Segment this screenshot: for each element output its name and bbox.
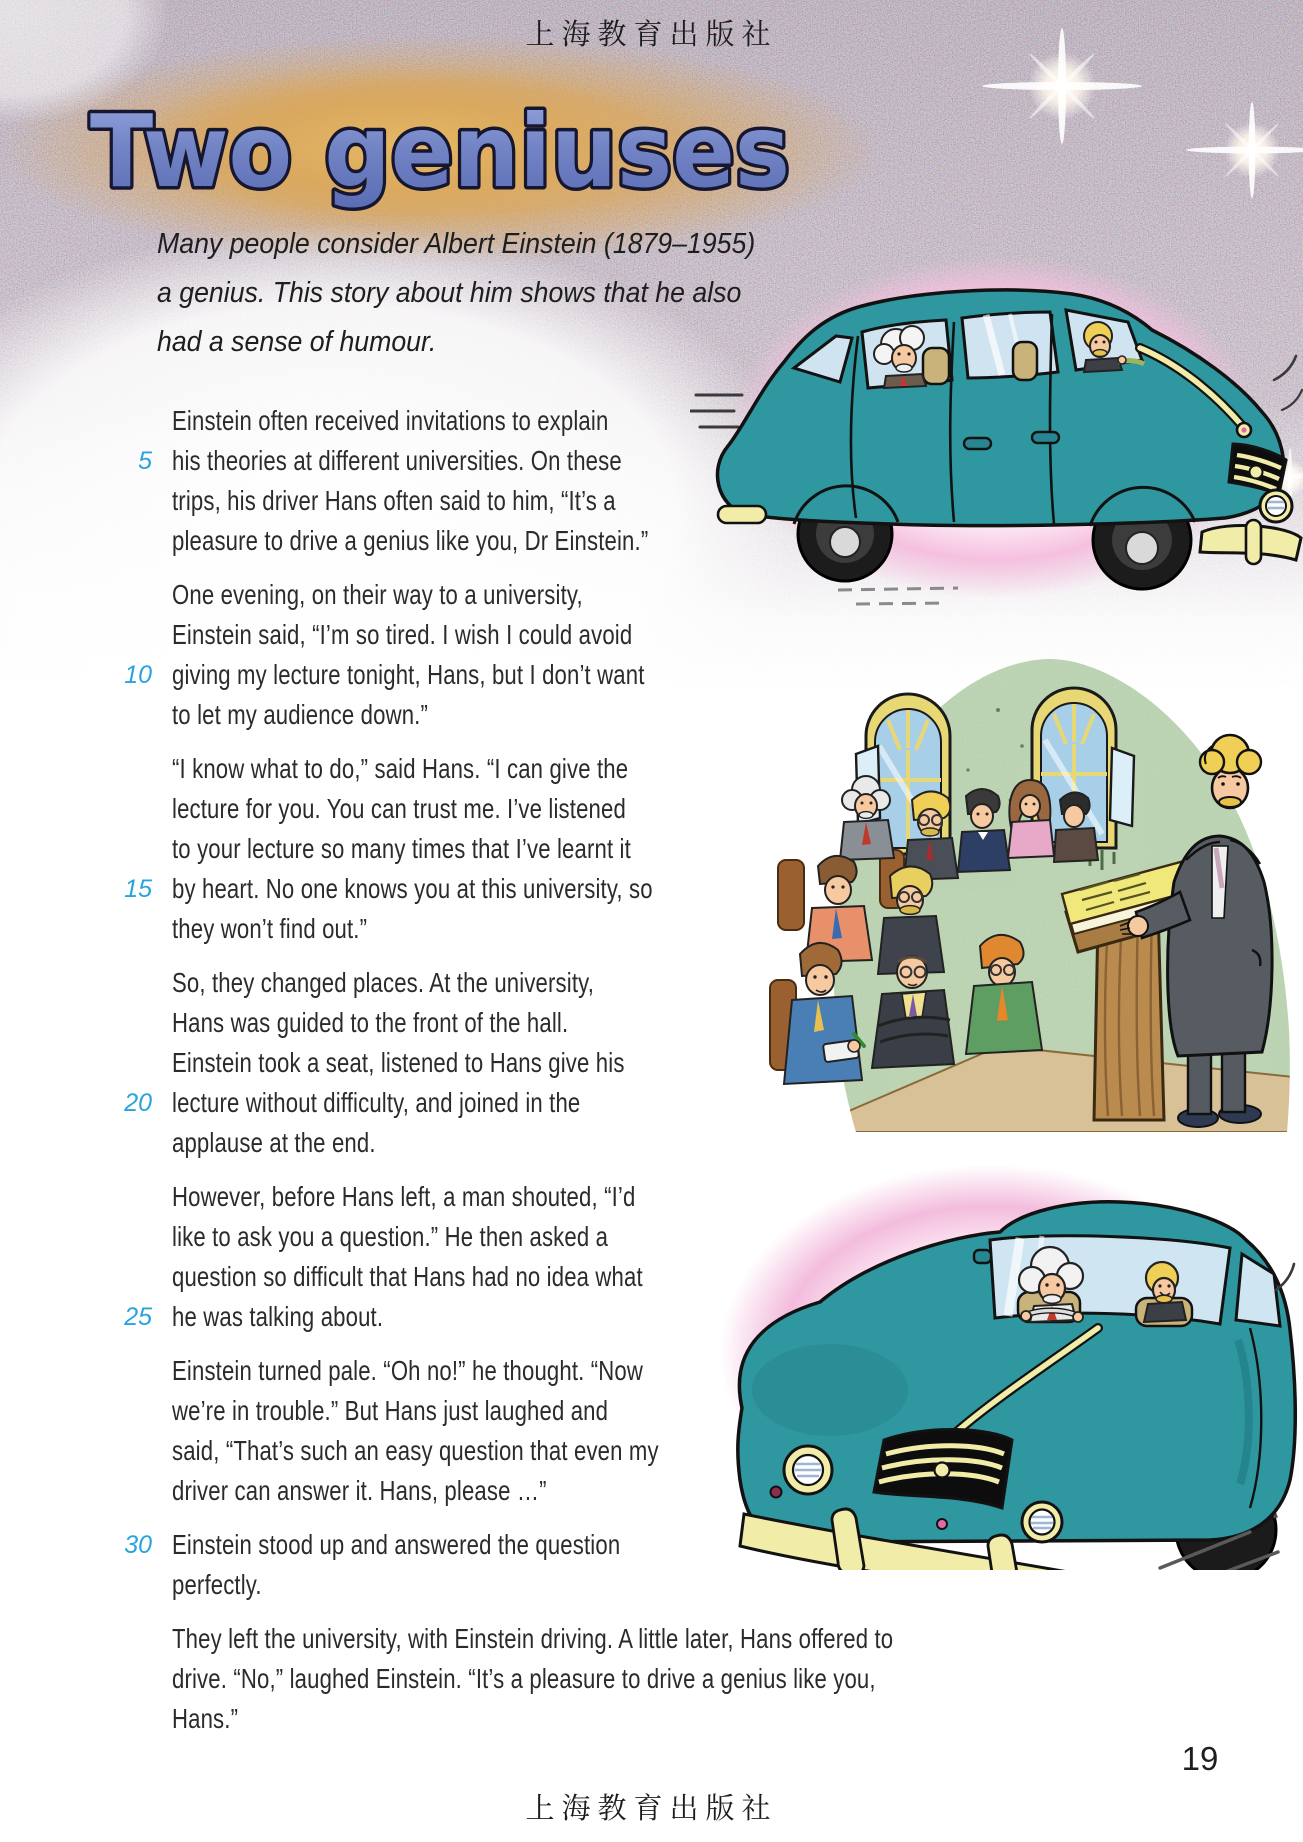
- story-line: [0, 1620, 1303, 1660]
- story-line-text: drive. “No,” laughed Einstein. “It’s a pleasure to drive a genius like you,: [172, 1663, 876, 1694]
- story-line: [0, 402, 1303, 442]
- story-line: [0, 910, 1303, 950]
- story-paragraph: [0, 964, 1303, 1164]
- story-paragraph: [0, 750, 1303, 950]
- page-number: 19: [1181, 1740, 1219, 1777]
- line-number: 5: [138, 447, 152, 475]
- story-line-text: driver can answer it. Hans, please …”: [172, 1475, 547, 1506]
- story-line-text: giving my lecture tonight, Hans, but I don’t want: [172, 659, 645, 690]
- intro-line: had a sense of humour.: [157, 326, 437, 358]
- story-line-text: trips, his driver Hans often said to him, “It’s a: [172, 485, 616, 516]
- story-line-text: pleasure to drive a genius like you, Dr Einstein.”: [172, 525, 649, 556]
- story-line-text: Einstein turned pale. “Oh no!” he thought. “Now: [172, 1355, 643, 1386]
- story-line-text: question so difficult that Hans had no idea what: [172, 1261, 643, 1292]
- story-line: [0, 1084, 1303, 1124]
- story-line: [0, 870, 1303, 910]
- story-line: [0, 964, 1303, 1004]
- story-line-text: However, before Hans left, a man shouted, “I’d: [172, 1181, 636, 1212]
- story-line-text: to your lecture so many times that I’ve learnt it: [172, 833, 631, 864]
- story-line: [0, 750, 1303, 790]
- story-line: [0, 1124, 1303, 1164]
- story-line-text: lecture for you. You can trust me. I’ve listened: [172, 793, 626, 824]
- story-line: [0, 1352, 1303, 1392]
- story-line: [0, 1218, 1303, 1258]
- story-line: [0, 1700, 1303, 1740]
- line-number: 15: [124, 875, 152, 903]
- seat: [1013, 342, 1037, 380]
- story-line-text: Einstein stood up and answered the question: [172, 1529, 621, 1560]
- story-paragraph: [0, 1178, 1303, 1338]
- story-line-text: Hans was guided to the front of the hall.: [172, 1007, 569, 1038]
- story-line-text: lecture without difficulty, and joined in the: [172, 1087, 581, 1118]
- story-line-text: said, “That’s such an easy question that even my: [172, 1435, 659, 1466]
- story-line: [0, 1432, 1303, 1472]
- story-paragraph: [0, 1620, 1303, 1740]
- story-line-text: Einstein often received invitations to explain: [172, 405, 609, 436]
- story-paragraph: [0, 1352, 1303, 1512]
- story-line: [0, 1298, 1303, 1338]
- story-line-text: to let my audience down.”: [172, 699, 429, 730]
- story-line-text: we’re in trouble.” But Hans just laughed and: [172, 1395, 609, 1426]
- story-line: [0, 1004, 1303, 1044]
- story-line: [0, 790, 1303, 830]
- story-line: [0, 1258, 1303, 1298]
- line-number: 20: [124, 1089, 152, 1117]
- story-line-text: Einstein took a seat, listened to Hans give his: [172, 1047, 625, 1078]
- line-number: 10: [124, 661, 152, 689]
- story-line: [0, 1472, 1303, 1512]
- story-line-text: perfectly.: [172, 1569, 262, 1600]
- story-line: [0, 1566, 1303, 1606]
- intro-line: Many people consider Albert Einstein (1879–1955): [157, 228, 756, 260]
- story-line-text: applause at the end.: [172, 1127, 376, 1158]
- story-line-text: he was talking about.: [172, 1301, 384, 1332]
- story-paragraph: [0, 1526, 1303, 1606]
- line-number: 25: [124, 1303, 152, 1331]
- story-line: [0, 1044, 1303, 1084]
- story-line-text: Hans.”: [172, 1703, 239, 1734]
- story-line: [0, 1526, 1303, 1566]
- story-line: [0, 616, 1303, 656]
- story-text: [0, 402, 1303, 1754]
- story-line: [0, 442, 1303, 482]
- story-line-text: So, they changed places. At the university,: [172, 967, 595, 998]
- story-line: [0, 830, 1303, 870]
- story-line-text: One evening, on their way to a university,: [172, 579, 583, 610]
- story-line: [0, 696, 1303, 736]
- story-line: [0, 1178, 1303, 1218]
- story-line-text: “I know what to do,” said Hans. “I can give the: [172, 753, 629, 784]
- story-line-text: like to ask you a question.” He then asked a: [172, 1221, 609, 1252]
- story-line-text: by heart. No one knows you at this university, so: [172, 873, 653, 904]
- story-line-text: they won’t find out.”: [172, 913, 368, 944]
- story-line: [0, 1660, 1303, 1700]
- story-line-text: Einstein said, “I’m so tired. I wish I could avoid: [172, 619, 633, 650]
- line-number: 30: [124, 1531, 152, 1559]
- story-paragraph: [0, 402, 1303, 562]
- story-paragraph: [0, 576, 1303, 736]
- story-line: [0, 576, 1303, 616]
- story-line-text: his theories at different universities. On these: [172, 445, 622, 476]
- intro-paragraph: [157, 228, 857, 375]
- intro-line: a genius. This story about him shows that he also: [157, 277, 742, 309]
- publisher-watermark-top: 上海教育出版社: [525, 19, 778, 51]
- story-line-text: They left the university, with Einstein driving. A little later, Hans offered to: [172, 1623, 894, 1654]
- page-title: Two geniuses: [90, 93, 790, 210]
- story-line: [0, 1392, 1303, 1432]
- seat: [923, 348, 949, 384]
- story-line: [0, 482, 1303, 522]
- page-title-art: [76, 58, 836, 238]
- story-line: [0, 522, 1303, 562]
- publisher-watermark-bottom: 上海教育出版社: [525, 1793, 778, 1825]
- story-line: [0, 656, 1303, 696]
